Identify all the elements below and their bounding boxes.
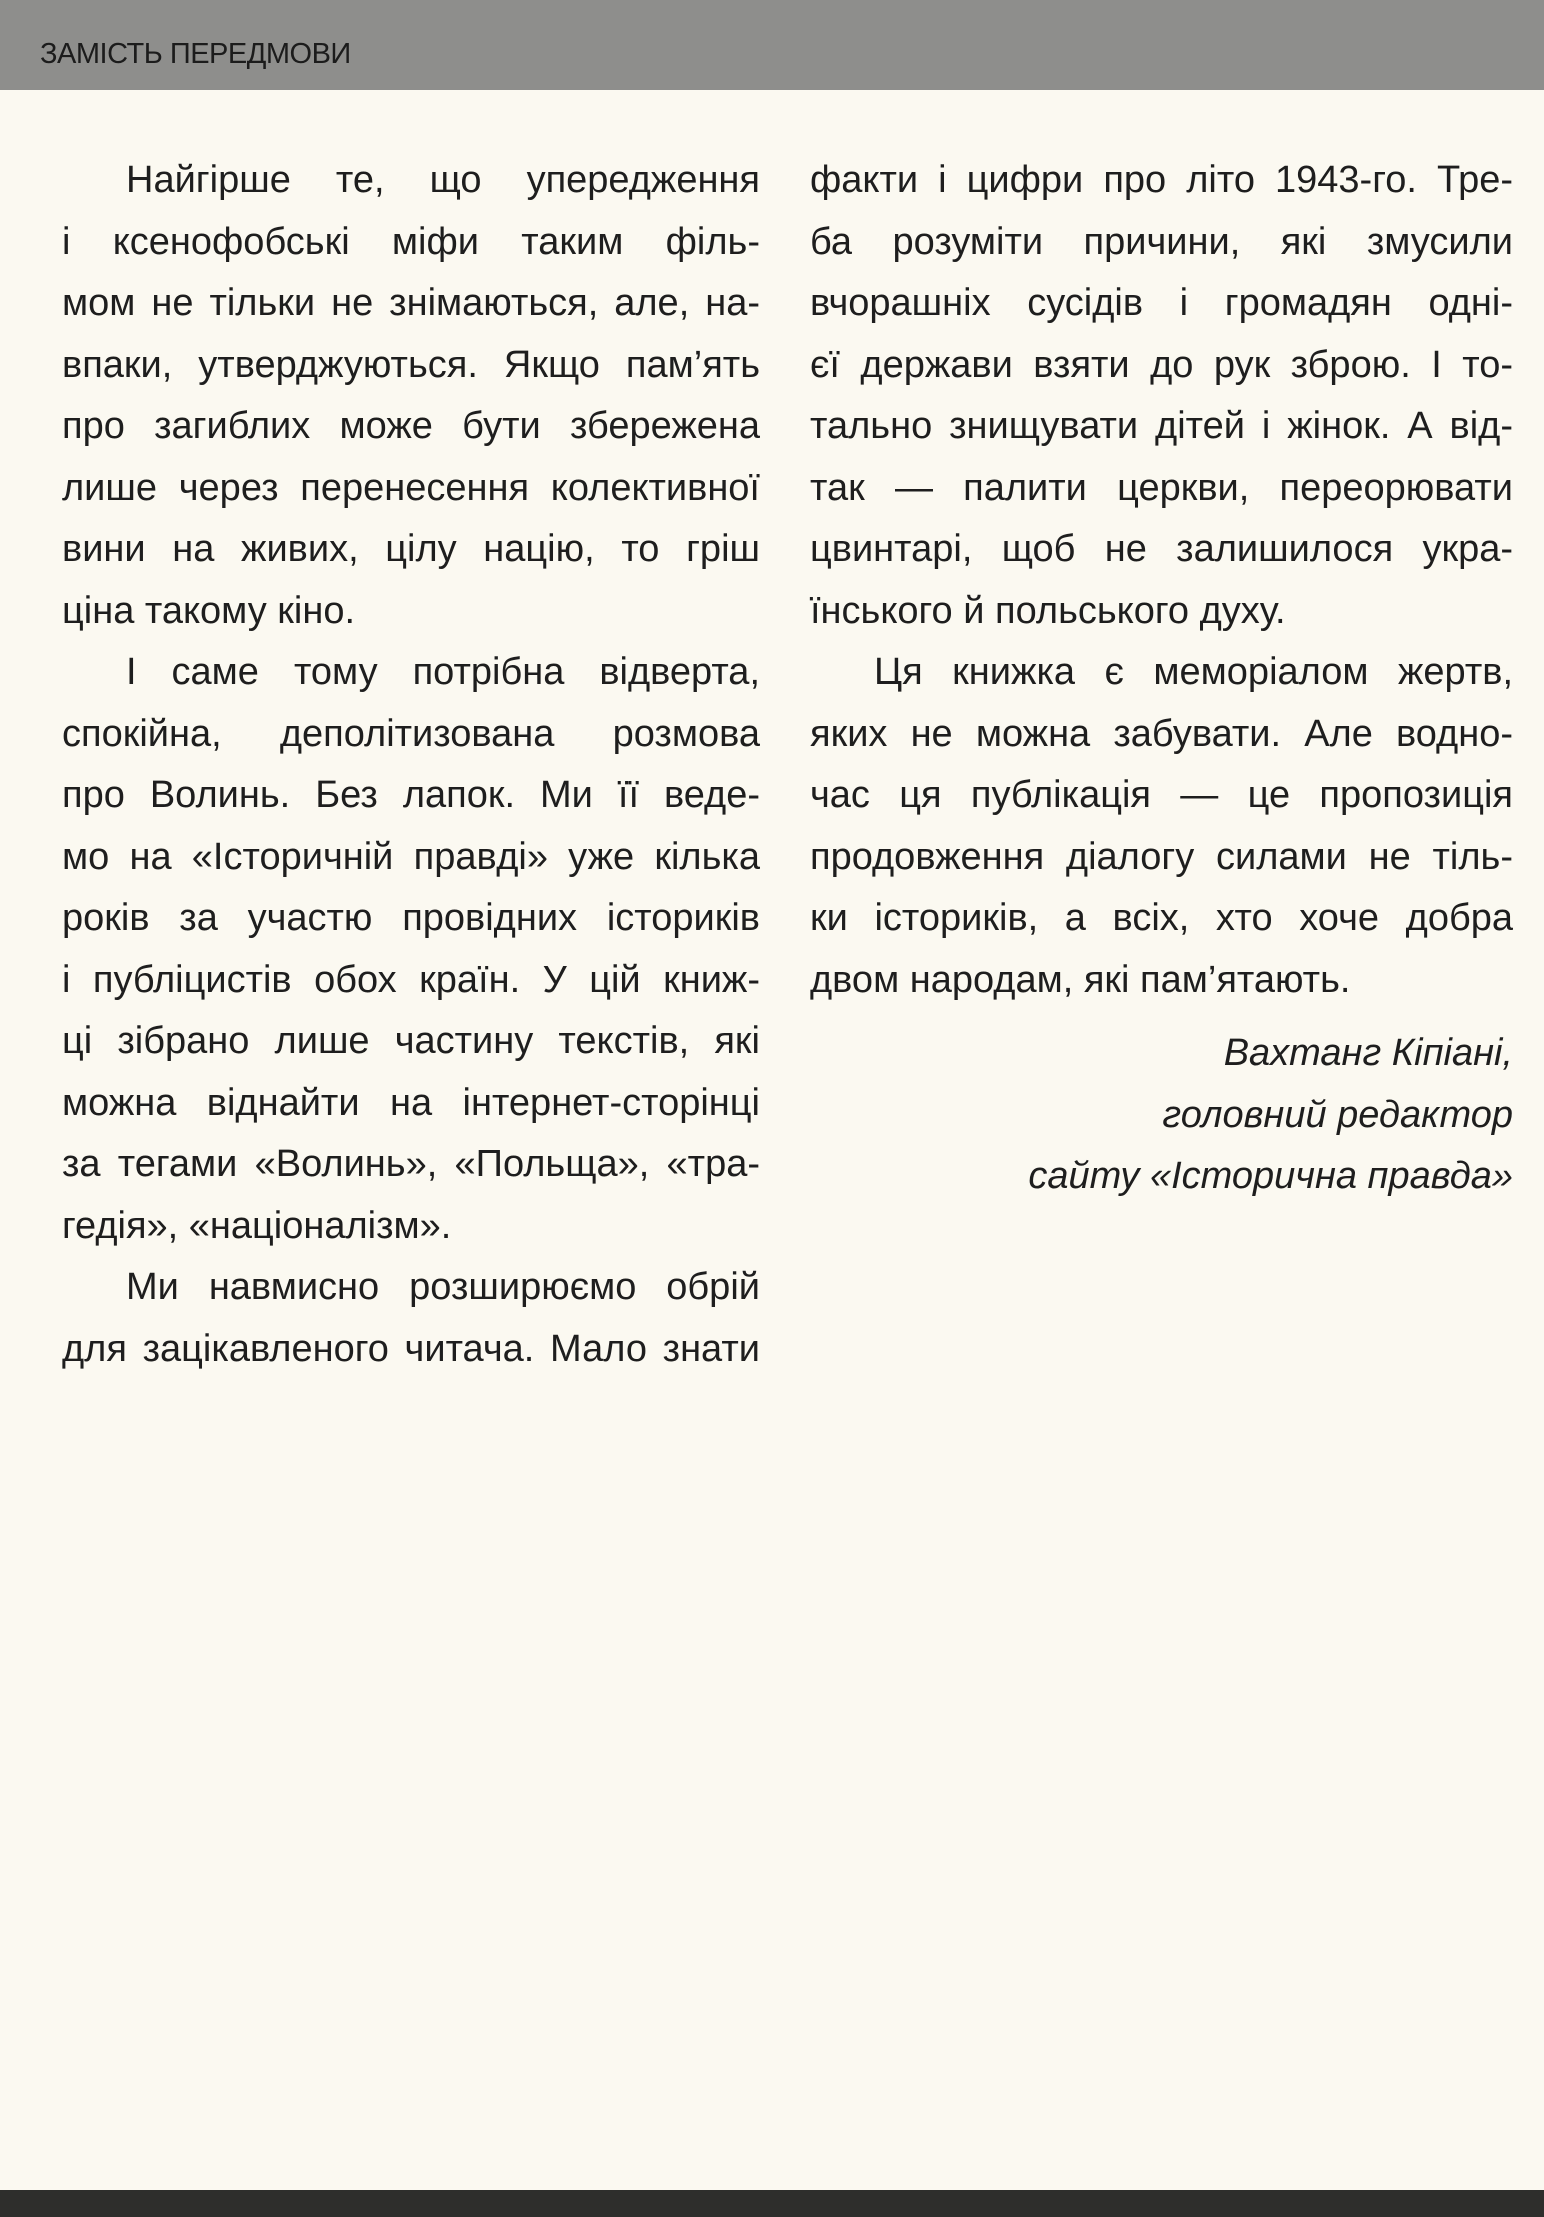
text-line: ба розуміти причини, які змусили xyxy=(810,220,1513,263)
text-line: цвинтарі, щоб не залишилося укра- xyxy=(810,528,1513,570)
text-line: ці зібрано лише частину текстів, які xyxy=(62,1020,760,1062)
text-line: мо на «Історичній правді» уже кілька xyxy=(62,835,760,878)
text-line: двом народам, які пам’ятають. xyxy=(810,958,1351,1001)
text-line: факти і цифри про літо 1943-го. Тре- xyxy=(810,159,1513,201)
signature xyxy=(810,1023,1513,1208)
text-line: про загиблих може бути збережена xyxy=(62,405,760,447)
right-column xyxy=(810,150,1513,1011)
paragraph xyxy=(62,150,760,642)
text-line: Найгірше те, що упередження xyxy=(126,159,760,201)
text-line: вини на живих, цілу націю, то гріш xyxy=(62,528,760,570)
text-line: і публіцистів обох країн. У цій книж- xyxy=(62,958,760,1001)
text-line: так — палити церкви, переорювати xyxy=(810,466,1513,509)
text-line: їнського й польського духу. xyxy=(810,589,1286,632)
paragraph xyxy=(810,150,1513,642)
text-line: ки істориків, а всіх, хто хоче добра xyxy=(810,897,1513,939)
text-line: ціна такому кіно. xyxy=(62,589,356,632)
text-line: і ксенофобські міфи таким філь- xyxy=(62,220,760,263)
text-line: можна віднайти на інтернет-сторінці xyxy=(62,1081,760,1124)
signature-name: Вахтанг Кіпіані, xyxy=(1223,1032,1513,1074)
text-line: спокійна, деполітизована розмова xyxy=(62,712,760,755)
text-line: Ця книжка є меморіалом жертв, xyxy=(874,651,1513,693)
text-line: Ми навмисно розширюємо обрій xyxy=(126,1266,760,1308)
text-line: час ця публікація — це пропозиція xyxy=(810,774,1513,816)
running-header xyxy=(0,0,1544,90)
page-bottom-band xyxy=(0,2190,1544,2217)
text-line: за тегами «Волинь», «Польща», «тра- xyxy=(62,1143,760,1185)
paragraph xyxy=(62,642,760,1257)
text-line: років за участю провідних істориків xyxy=(62,897,760,939)
paragraph xyxy=(62,1257,760,1380)
signature-position: головний редактор xyxy=(1162,1093,1513,1136)
left-column xyxy=(62,150,760,1380)
section-title: ЗАМІСТЬ ПЕРЕДМОВИ xyxy=(40,38,351,70)
text-line: впаки, утверджуються. Якщо пам’ять xyxy=(62,343,760,386)
paragraph xyxy=(810,642,1513,1011)
text-line: мом не тільки не знімаються, але, на- xyxy=(62,282,760,324)
text-line: яких не можна забувати. Але водно- xyxy=(810,712,1513,755)
signature-site: сайту «Історична правда» xyxy=(1028,1155,1513,1197)
text-line: про Волинь. Без лапок. Ми її веде- xyxy=(62,774,760,816)
text-line: гедія», «націоналізм». xyxy=(62,1204,452,1247)
text-line: тально знищувати дітей і жінок. А від- xyxy=(810,405,1513,447)
text-line: єї держави взяти до рук зброю. І то- xyxy=(810,343,1513,386)
text-line: продовження діалогу силами не тіль- xyxy=(810,835,1513,878)
text-line: лише через перенесення колективної xyxy=(62,466,760,509)
text-line: І саме тому потрібна відверта, xyxy=(126,651,760,693)
text-line: для зацікавленого читача. Мало знати xyxy=(62,1327,760,1370)
text-line: вчорашніх сусідів і громадян одні- xyxy=(810,282,1513,324)
